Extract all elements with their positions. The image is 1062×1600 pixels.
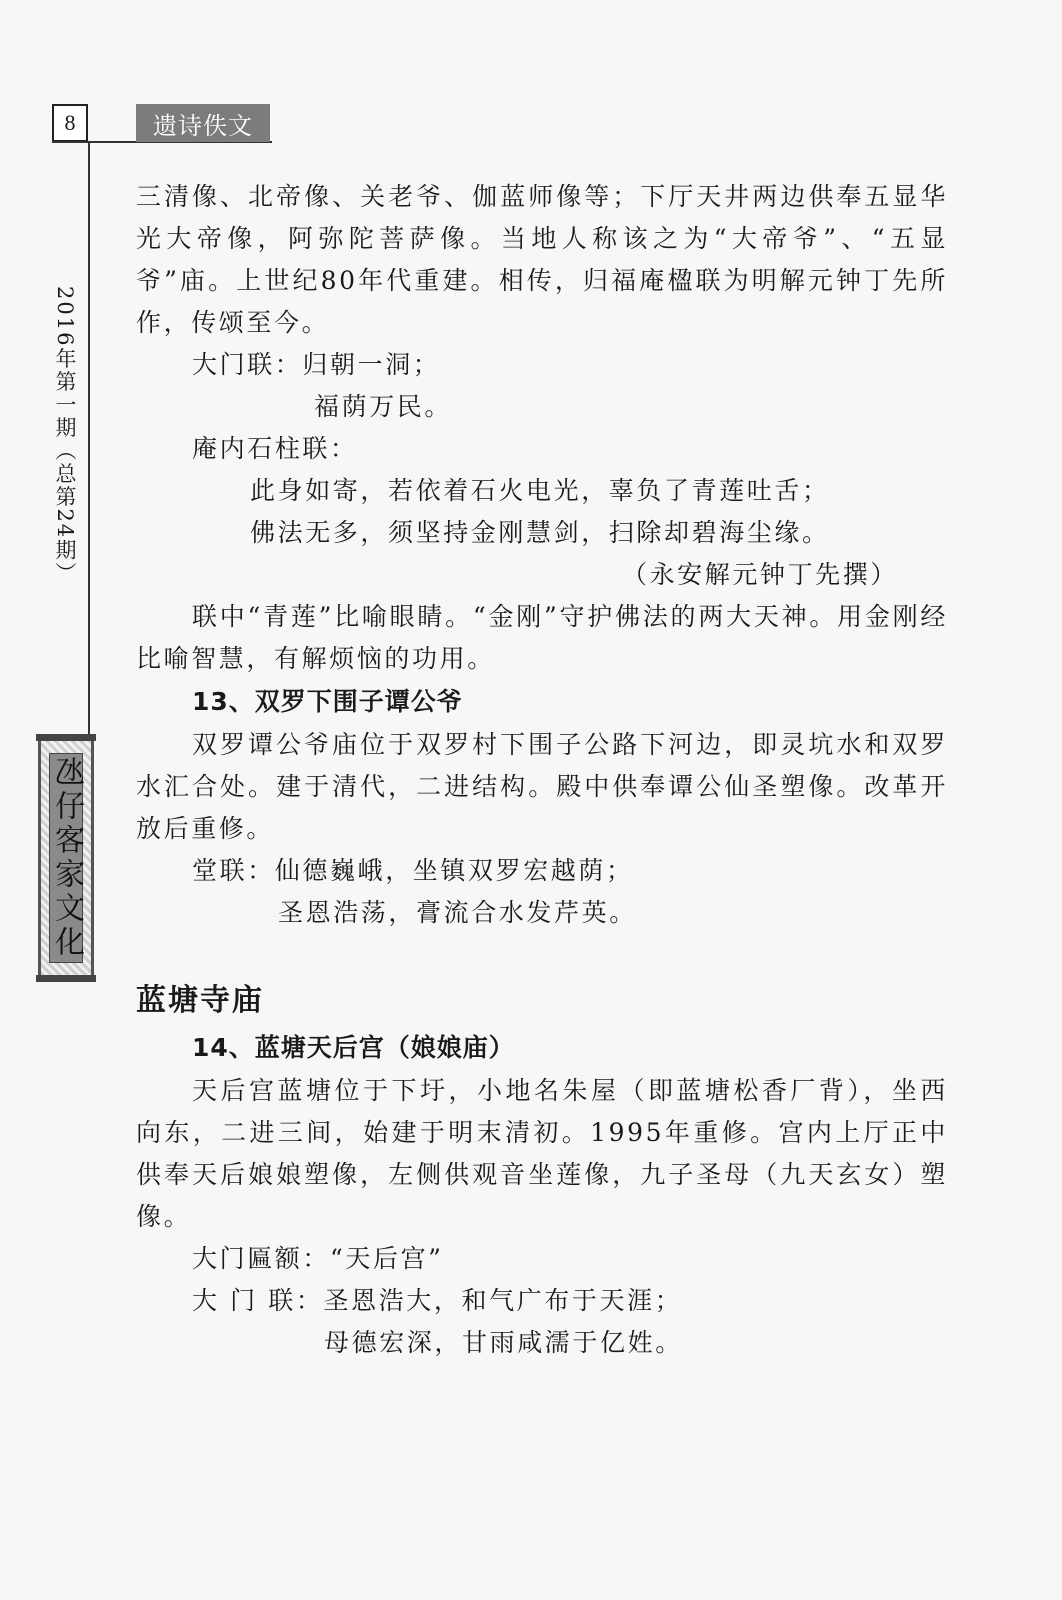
section-title: 蓝塘寺庙: [136, 983, 264, 1018]
scroll-logo-text: 氹仔客家文化: [49, 756, 84, 960]
couplet-hall-line1: 堂联：仙德巍峨，坐镇双罗宏越荫；: [192, 856, 634, 885]
couplet-hall-line2: 圣恩浩荡，膏流合水发芹英。: [278, 898, 637, 927]
couplet-author: （永安解元钟丁先撰）: [621, 560, 898, 589]
paragraph-tianhou: 天后宫蓝塘位于下圩，小地名朱屋（即蓝塘松香厂背），坐西向东，二进三间，始建于明末清初。1995年重修。宫内上厅正中供奉天后娘娘塑像，左侧供观音坐莲像，九子圣母（九天玄女）塑像。: [136, 1076, 948, 1231]
side-rule: [88, 141, 90, 741]
couplet-gate-line2: 福荫万民。: [314, 392, 453, 421]
article-body: [136, 176, 948, 1364]
section-tag: 遗诗佚文: [136, 104, 270, 142]
paragraph-tangong: 双罗谭公爷庙位于双罗村下围子公路下河边，即灵坑水和双罗水汇合处。建于清代，二进结构。殿中供奉谭公仙圣塑像。改革开放后重修。: [136, 730, 948, 843]
issue-info-vertical: 2016年第一期（总第24期）: [53, 286, 77, 586]
heading-13: 13、双罗下围子谭公爷: [192, 687, 463, 716]
couplet-pillar-line2: 佛法无多，须坚持金刚慧剑，扫除却碧海尘缘。: [250, 518, 830, 547]
plaque-line: 大门匾额：“天后宫”: [192, 1244, 444, 1273]
paragraph-explanation: 联中“青莲”比喻眼睛。“金刚”守护佛法的两大天神。用金刚经比喻智慧，有解烦恼的功用。: [136, 602, 948, 673]
page-number: 8: [52, 104, 88, 142]
paragraph-intro: 三清像、北帝像、关老爷、伽蓝师像等；下厅天井两边供奉五显华光大帝像，阿弥陀菩萨像。当地人称该之为“大帝爷”、“五显爷”庙。上世纪80年代重建。相传，归福庵楹联为明解元钟丁先所作，传颂至今。: [136, 182, 948, 337]
heading-14: 14、蓝塘天后宫（娘娘庙）: [192, 1033, 515, 1062]
couplet-pillar-line1: 此身如寄，若依着石火电光，辜负了青莲吐舌；: [250, 476, 830, 505]
couplet-gate-line1: 大门联：归朝一洞；: [192, 350, 441, 379]
couplet-tianhou-line2: 母德宏深，甘雨咸濡于亿姓。: [324, 1328, 683, 1357]
scroll-panel: [49, 753, 83, 963]
couplet-pillar-title: 庵内石柱联：: [192, 434, 358, 463]
couplet-tianhou-line1: 大 门 联：圣恩浩大，和气广布于天涯；: [192, 1286, 683, 1315]
magazine-scroll-logo: [38, 738, 94, 978]
